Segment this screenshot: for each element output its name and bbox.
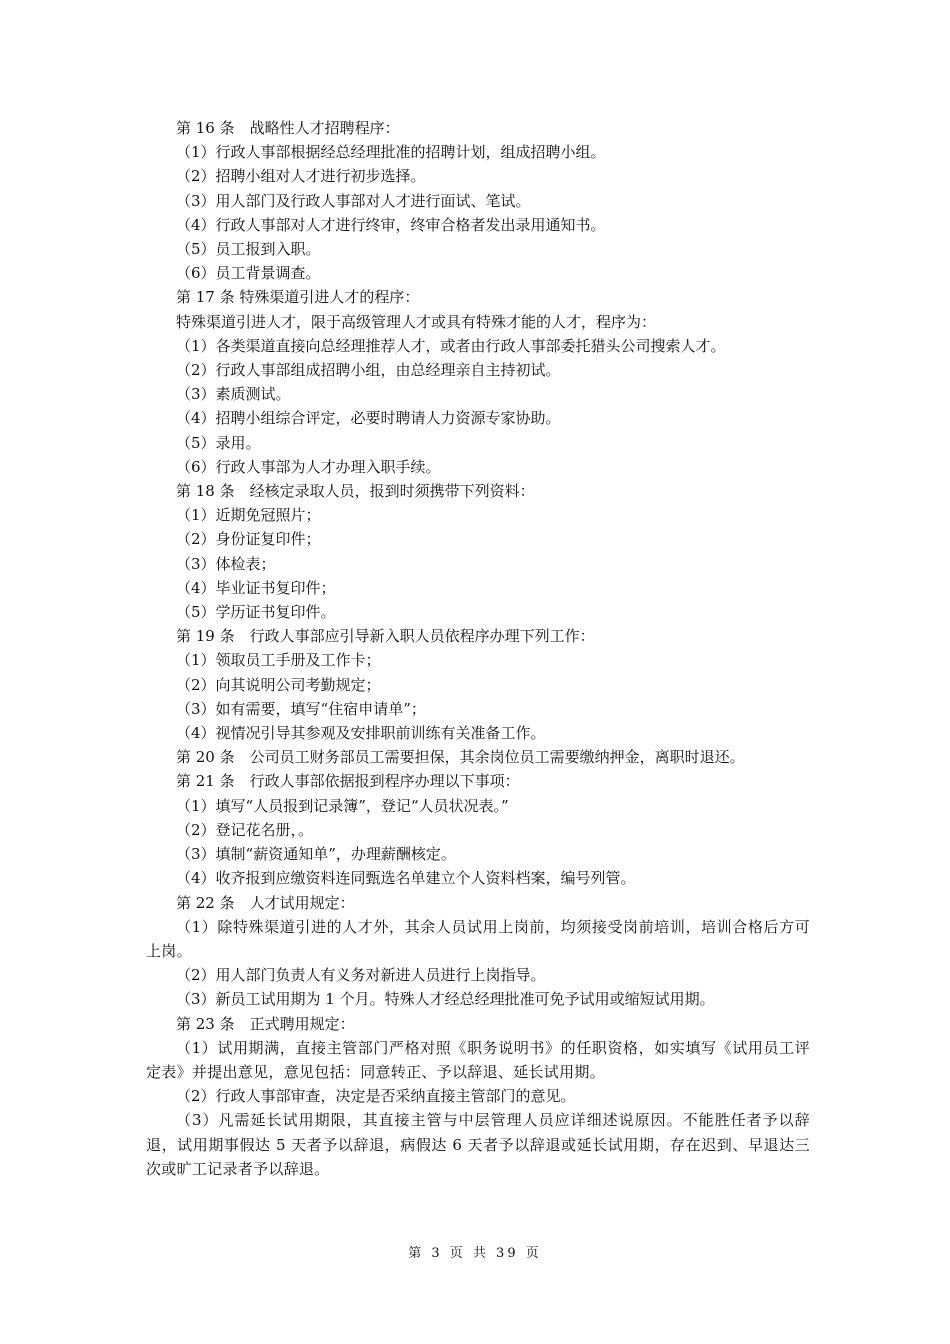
text-line: 特殊渠道引进人才，限于高级管理人才或具有特殊才能的人才，程序为： [176, 312, 657, 331]
text-line: （1）行政人事部根据经总经理批准的招聘计划，组成招聘小组。 [176, 143, 606, 162]
text-line: （4）毕业证书复印件； [176, 578, 336, 597]
text-line: （2）身份证复印件； [176, 530, 321, 549]
text-line: （1）试用期满，直接主管部门严格对照《职务说明书》的任职资格，如实填写《试用员工评定表》并提出意见，意见包括：同意转正、予以辞退、延长试用期。 [146, 1038, 810, 1081]
text-line: 第 22 条 人才试用规定： [176, 893, 355, 912]
text-line: （1）近期免冠照片； [176, 506, 321, 525]
text-line: （5）录用。 [176, 433, 261, 452]
text-line: （2）行政人事部审查，决定是否采纳直接主管部门的意见。 [176, 1087, 576, 1106]
text-line: 第 23 条 正式聘用规定： [176, 1014, 355, 1033]
text-line: （4）视情况引导其参观及安排职前训练有关准备工作。 [176, 724, 546, 743]
text-line: （2）行政人事部组成招聘小组，由总经理亲自主持初试。 [176, 361, 561, 380]
text-line: （2）招聘小组对人才进行初步选择。 [176, 167, 426, 186]
text-line: （6）行政人事部为人才办理入职手续。 [176, 457, 441, 476]
text-line: （1）各类渠道直接向总经理推荐人才，或者由行政人事部委托猎头公司搜索人才。 [176, 336, 726, 355]
text-line: （1）除特殊渠道引进的人才外，其余人员试用上岗前，均须接受岗前培训，培训合格后方可上岗。 [146, 917, 810, 960]
page-footer: 第 3 页 共 39 页 [408, 1246, 542, 1261]
text-line: （3）体检表； [176, 554, 276, 573]
text-line: 第 19 条 行政人事部应引导新入职人员依程序办理下列工作： [176, 627, 595, 646]
text-line: （3）填制“薪资通知单”，办理薪酬核定。 [176, 845, 456, 864]
text-line: （3）如有需要，填写“住宿申请单”； [176, 699, 426, 718]
text-line: （4）行政人事部对人才进行终审，终审合格者发出录用通知书。 [176, 215, 606, 234]
text-line: （2）向其说明公司考勤规定； [176, 675, 381, 694]
text-line: （2）用人部门负责人有义务对新进人员进行上岗指导。 [176, 966, 546, 985]
text-line: （5）学历证书复印件。 [176, 603, 336, 622]
text-line: （2）登记花名册，。 [176, 820, 314, 839]
text-line: （1）填写“人员报到记录簿”，登记“人员状况表。” [176, 796, 509, 815]
text-line: 第 17 条 特殊渠道引进人才的程序： [176, 288, 420, 307]
text-line: 第 18 条 经核定录取人员，报到时须携带下列资料： [176, 482, 535, 501]
text-line: 第 21 条 行政人事部依据报到程序办理以下事项： [176, 772, 520, 791]
text-line: （3）素质测试。 [176, 385, 291, 404]
text-line: （3）凡需延长试用期限，其直接主管与中层管理人员应详细述说原因。不能胜任者予以辞退，试用期事假达 5 天者予以辞退，病假达 6 天者予以辞退或延长试用期，存在迟到、早退达三次或旷工记录者予以辞退。 [146, 1111, 810, 1178]
text-line: （3）新员工试用期为 1 个月。特殊人才经总经理批准可免予试用或缩短试用期。 [176, 990, 715, 1009]
text-line: （5）员工报到入职。 [176, 240, 321, 259]
text-line: （1）领取员工手册及工作卡； [176, 651, 381, 670]
text-line: （3）用人部门及行政人事部对人才进行面试、笔试。 [176, 191, 531, 210]
text-line: （6）员工背景调查。 [176, 264, 321, 283]
document-body [146, 116, 810, 1181]
text-line: 第 20 条 公司员工财务部员工需要担保，其余岗位员工需要缴纳押金，离职时退还。 [176, 748, 745, 767]
text-line: （4）收齐报到应缴资料连同甄选名单建立个人资料档案，编号列管。 [176, 869, 636, 888]
text-line: （4）招聘小组综合评定，必要时聘请人力资源专家协助。 [176, 409, 561, 428]
text-line: 第 16 条 战略性人才招聘程序： [176, 119, 400, 137]
